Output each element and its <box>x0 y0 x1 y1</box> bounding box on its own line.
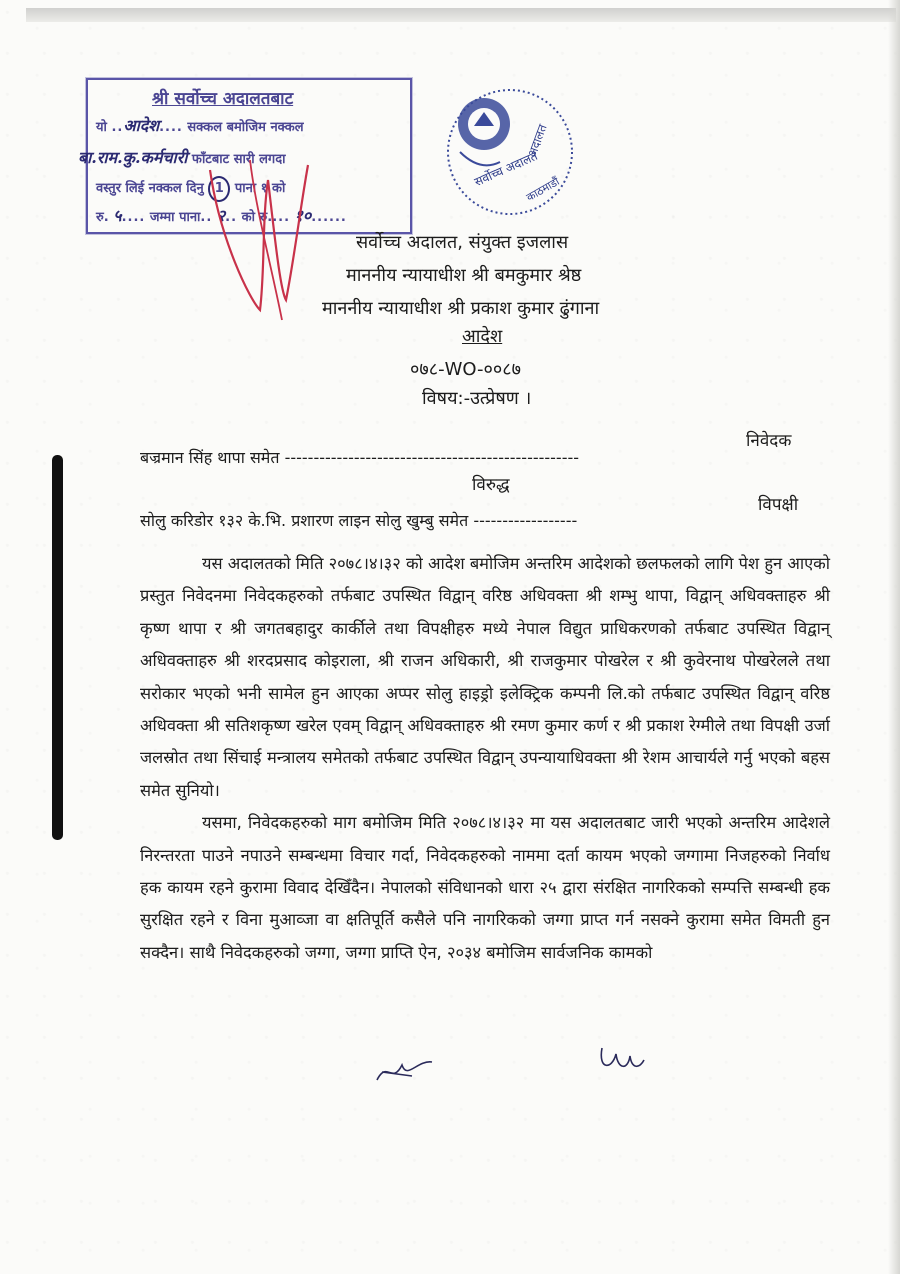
case-number: ०७८-WO-००८७ <box>410 359 521 380</box>
scan-margin-mark <box>52 455 63 840</box>
respondent-role: विपक्षी <box>758 495 799 515</box>
stamp-handwritten-order: आदेश <box>123 116 160 135</box>
judge-1: माननीय न्यायाधीश श्री बमकुमार श्रेष्ठ <box>346 265 582 286</box>
judge-2: माननीय न्यायाधीश श्री प्रकाश कुमार ढुंगाना <box>322 298 600 319</box>
scan-right-edge <box>888 0 900 1274</box>
stamp-line4-prefix: रु. <box>96 210 109 225</box>
stamp-line3-suffix: पाना १ को <box>234 181 286 196</box>
red-ink-signature-icon <box>190 150 330 330</box>
body-paragraph-2: यसमा, निवेदकहरुको माग बमोजिम मिति २०७८।४।३२ मा यस अदालतबाट जारी भएको अन्तरिम आदेशले निरन्तरता पाउने नपाउने सम्बन्धमा विचार गर्दा, निवेदकहरुको नाममा दर्ता कायम भएको जग्गामा निजहरुको निर्वाध हक कायम रहने कुरामा विवाद देखिँदैन। नेपालको संविधानको धारा २५ द्वारा संरक्षित नागरिकको सम्पत्ति सम्बन्धी हक सुरक्षित रहने र विना मुआव्जा वा क्षतिपूर्ति कसैले पनि नागरिकको जग्गा प्राप्त गर्न नसक्ने कुरामा समेत विमती हुन सक्दैन। साथै निवेदकहरुको जग्गा, जग्गा प्राप्ति ऐन, २०३४ बमोजिम सार्वजनिक कामको <box>140 813 830 962</box>
judge-initial-2-icon <box>594 1040 654 1080</box>
judge-initial-1-icon <box>372 1050 442 1090</box>
seal-text-city: काठमाडौं <box>524 174 562 205</box>
scan-top-edge <box>26 8 896 22</box>
stamp-circled-number: 1 <box>208 176 230 202</box>
stamp-line-1: यो ..आदेश.... सक्कल बमोजिम नक्कल <box>96 116 304 135</box>
stamp-line4-mid: जम्मा पाना <box>149 210 201 225</box>
stamp-line4-mid2: को रु. <box>241 210 273 225</box>
stamp-line1-prefix: यो <box>96 120 107 135</box>
stamp-hand-pages: २ <box>216 206 226 225</box>
stamp-line1-suffix: सक्कल बमोजिम नक्कल <box>187 120 304 135</box>
case-subject: विषय:-उत्प्रेषण । <box>422 388 532 409</box>
document-title: आदेश <box>462 326 503 347</box>
court-seal-icon <box>440 82 580 222</box>
order-body <box>140 548 830 969</box>
stamp-line-4: रु. ५.... जम्मा पाना.. २.. को रु.... १०...... <box>96 206 347 225</box>
stamp-line2-suffix: फाँटबाट सारी लगदा <box>191 152 286 167</box>
seal-text-right: अदालत <box>524 122 550 159</box>
stamp-hand-amount: ५ <box>113 206 122 225</box>
petitioner-role: निवेदक <box>746 431 792 451</box>
stamp-title: श्री सर्वोच्च अदालतबाट <box>152 89 294 109</box>
respondent-name: सोलु करिडोर १३२ के.भि. प्रशारण लाइन सोलु खुम्बु समेत ------------------ <box>140 511 578 530</box>
body-paragraph-1: यस अदालतको मिति २०७८।४।३२ को आदेश बमोजिम अन्तरिम आदेशको छलफलको लागि पेश हुन आएको प्रस्तुत निवेदनमा निवेदकहरुको तर्फबाट उपस्थित विद्वान् वरिष्ठ अधिवक्ता श्री शम्भु थापा, विद्वान् अधिवक्ताहरु श्री कृष्ण थापा र श्री जगतबहादुर कार्कीले तथा विपक्षीहरु मध्ये नेपाल विद्युत प्राधिकरणको तर्फबाट उपस्थित विद्वान् अधिवक्ताहरु श्री शरदप्रसाद कोइराला, श्री राजन अधिकारी, श्री राजकुमार पोखरेल र श्री कुवेरनाथ पोखरेलले तथा सरोकार भएको भनी सामेल हुन आएका अप्पर सोलु हाइड्रो इलेक्ट्रिक कम्पनी लि.को तर्फबाट उपस्थित विद्वान् वरिष्ठ अधिवक्ता श्री सतिशकृष्ण खरेल एवम् विद्वान् अधिवक्ताहरु श्री रमण कुमार कर्ण र श्री प्रकाश रेग्मीले तथा विपक्षी उर्जा जलस्रोत तथा सिंचाई मन्त्रालय समेतको तर्फबाट उपस्थित विद्वान् उपन्यायाधिवक्ता श्री रेशम आचार्यले गर्नु भएको बहस समेत सुनियो। <box>140 554 830 800</box>
stamp-line3-text: वस्तुर लिई नक्कल दिनु <box>96 181 204 196</box>
versus-label: विरुद्ध <box>472 475 510 495</box>
stamp-hand-total: १० <box>294 206 312 225</box>
seal-text-court: सर्वोच्च अदालत <box>472 148 540 190</box>
stamp-handwritten-clerk: बा.राम.कु.कर्मचारी <box>78 148 188 167</box>
court-bench: सर्वोच्च अदालत, संयुक्त इजलास <box>356 232 569 253</box>
petitioner-name: बज्रमान सिंह थापा समेत --------------------------------------------------- <box>140 448 580 467</box>
